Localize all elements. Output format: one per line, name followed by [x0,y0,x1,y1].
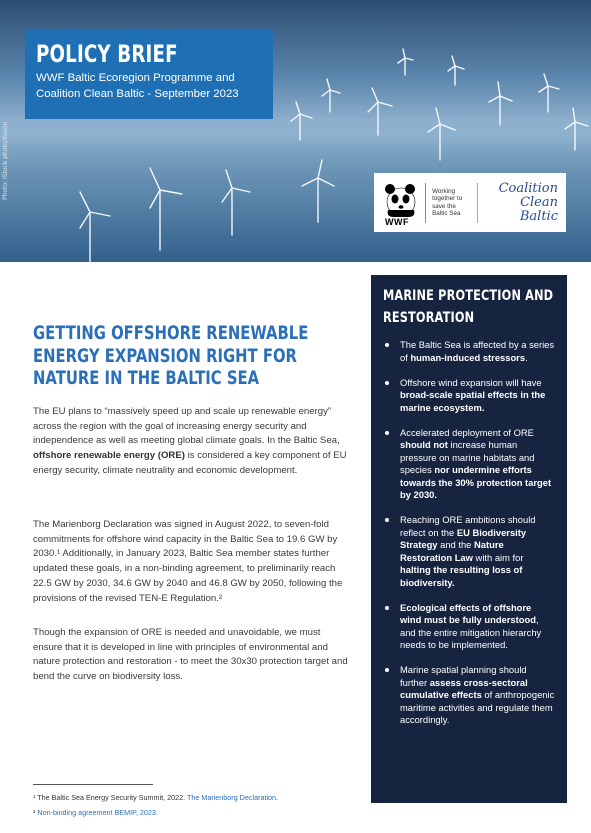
text-run: , and the entire mitigation hierarchy needs to be implemented. [400,614,542,650]
page-title: POLICY BRIEF [36,40,178,68]
banner-subtitle [36,70,263,102]
bold-term: offshore renewable energy (ORE) [33,450,185,462]
turbine-icon [322,79,340,112]
bold-term: Nature Restoration Law [400,539,504,563]
bold-term: should not [400,439,448,450]
footnote-text: ¹ The Baltic Sea Energy Security Summit, 2022. [33,793,187,802]
text-run: Offshore wind expansion will have [400,376,542,388]
bold-term: assess cross-sectoral cumulative effects [400,676,528,700]
banner-subtitle-line1: WWF Baltic Ecoregion Programme and [36,72,235,84]
panda-icon [382,180,420,218]
paragraph-intro [33,405,351,479]
paragraph-marienborg: The Marienborg Declaration was signed in August 2022, to seven-fold commitments for offshore wind capacity in the Baltic Sea to 19.6 GW by 2030.¹ Additionally, in January 2023, Baltic Sea member states further updated these goals, in a non-binding agreement, to preliminarily reach 22.5 GW by 2030, 34.6 GW by 2040 and 46.8 GW by 2050, following the provisions of the revised TEN-E Regulation.² [33,519,343,604]
ccb-logo-line2: Clean Baltic [519,194,558,224]
text-run: The EU plans to “massively speed up and scale up renewable energy” across the region with the goal of increasing energy security and independence as well as meeting global climate goals. In the Baltic Sea, [33,406,340,447]
ccb-logo [484,182,558,224]
text-run: is considered a key component of EU energy security, climate neutrality and economic development. [33,450,347,476]
footnote-text: . [276,793,279,802]
text-run: and the [437,539,475,550]
text-run: Marine spatial planning should further [400,664,527,688]
list-item [383,339,555,364]
text-run: The Baltic Sea is affected by a series of [400,339,555,363]
article-headline: GETTING OFFSHORE RENEWABLE ENERGY EXPANSION RIGHT FOR NATURE IN THE BALTIC SEA [33,322,309,389]
logo-divider [425,183,426,223]
marine-protection-sidebar [371,275,567,803]
marienborg-declaration-link[interactable]: The Marienborg Declaration [186,793,277,802]
paragraph-ore-expansion: Though the expansion of ORE is needed and unavoidable, we must ensure that it is developed in line with principles of environmental and nature protection and restoration - to meet the 30x30 protection target and bend the curve on biodiversity loss. [33,627,348,683]
footnote-divider [33,784,153,785]
bold-term: broad-scale spatial effects in the marine ecosystem. [400,389,546,413]
sidebar-bullet-list [383,339,555,727]
bold-term: EU Biodiversity Strategy [400,526,527,550]
turbine-icon [448,56,464,85]
ccb-logo-line1: Coalition [498,180,558,196]
list-item [383,377,555,415]
bold-term: halting the resulting loss of biodiversity. [400,564,523,588]
text-run: with aim for [472,551,524,563]
list-item [383,514,555,589]
banner-subtitle-line2: Coalition Clean Baltic - September 2023 [36,88,239,100]
text-run: Accelerated deployment of ORE [400,426,534,438]
text-run: of anthropogenic maritime activities and regulate them accordingly. [400,689,555,725]
policy-brief-banner [25,30,273,119]
hero-image [0,0,591,262]
text-run: increase human pressure on marine habitats and species [400,439,535,475]
wwf-wordmark: WWF [385,216,409,227]
list-item [383,664,555,727]
footnote-1 [33,793,278,802]
text-run: Reaching ORE ambitions should reflect on the [400,514,536,538]
logo-divider [477,183,478,223]
bold-term: nor undermine efforts towards the 30% protection target by 2030. [400,464,552,500]
list-item [383,602,555,652]
turbine-icon [398,49,413,75]
bold-term: Ecological effects of offshore wind must be fully understood [400,601,536,625]
sidebar-title: MARINE PROTECTION AND RESTORATION [383,288,554,326]
partner-logos [374,173,566,232]
photo-credit: Photo: iStock photo/Koson [2,121,9,200]
footnote-2 [33,808,158,817]
turbine-icon [539,74,559,112]
list-item [383,427,555,502]
footnote-number: ² [33,808,38,817]
bold-term: human-induced stressors [410,351,526,363]
bemip-agreement-link[interactable]: Non-binding agreement BEMIP, 2023. [37,808,158,817]
wwf-tagline: Working together to save the Baltic Sea [432,187,463,217]
text-run: . [525,351,528,363]
wwf-panda-logo [382,180,417,226]
